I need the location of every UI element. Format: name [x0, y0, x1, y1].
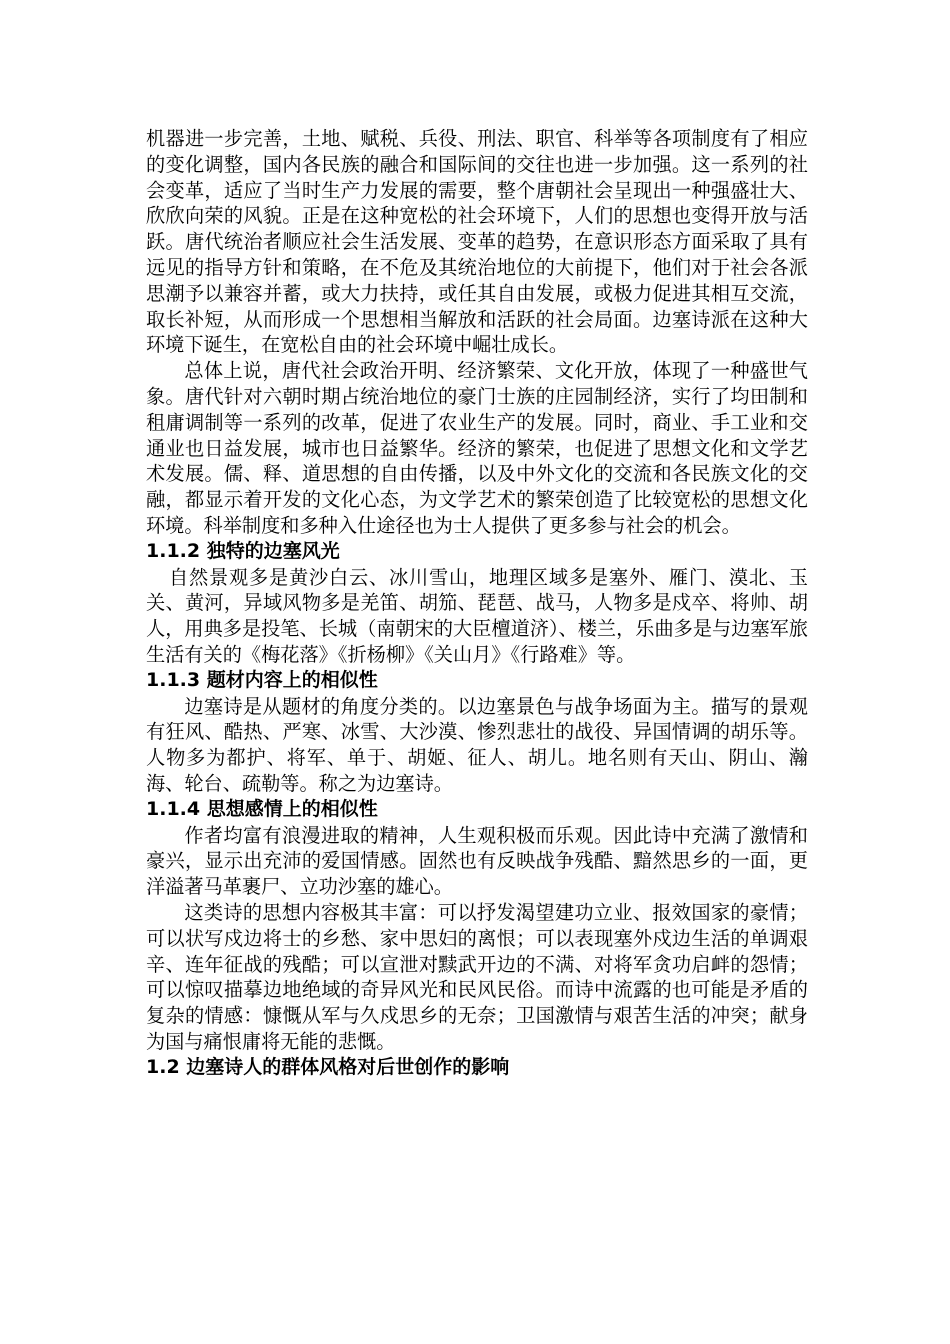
section-heading-frontier-scenery: 1.1.2 独特的边塞风光 — [146, 539, 340, 562]
section-heading-emotion-similarity: 1.1.4 思想感情上的相似性 — [146, 797, 378, 820]
paragraph-social-environment: 机器进一步完善，土地、赋税、兵役、刑法、职官、科举等各项制度有了相应的变化调整，国内各民族的融合和国际间的交往也进一步加强。这一系列的社会变革，适应了当时生产力发展的需要，整个唐朝社会呈现出一种强盛壮大、欣欣向荣的风貌。正是在这种宽松的社会环境下，人们的思想也变得开放与活跃。唐代统治者顺应社会生活发展、变革的趋势，在意识形态方面采取了具有远见的指导方针和策略，在不危及其统治地位的大前提下，他们对于社会各派思潮予以兼容并蓄，或大力扶持，或任其自由发展，或极力促进其相互交流，取长补短，从而形成一个思想相当解放和活跃的社会局面。边塞诗派在这种大环境下诞生，在宽松自由的社会环境中崛壮成长。 — [146, 127, 808, 357]
paragraph-emotion-similarity: 作者均富有浪漫进取的精神，人生观积极而乐观。因此诗中充满了激情和豪兴，显示出充沛的爱国情感。固然也有反映战争残酷、黯然思乡的一面，更洋溢著马革裹尸、立功沙塞的雄心。 — [146, 823, 808, 899]
section-heading-theme-similarity: 1.1.3 题材内容上的相似性 — [146, 668, 378, 691]
paragraph-tang-overview: 总体上说，唐代社会政治开明、经济繁荣、文化开放，体现了一种盛世气象。唐代针对六朝时期占统治地位的豪门士族的庄园制经济，实行了均田制和租庸调制等一系列的改革，促进了农业生产的发展。同时，商业、手工业和交通业也日益发展，城市也日益繁华。经济的繁荣，也促进了思想文化和文学艺术发展。儒、释、道思想的自由传播，以及中外文化的交流和各民族文化的交融，都显示着开发的文化心态，为文学艺术的繁荣创造了比较宽松的思想文化环境。科举制度和多种入仕途径也为士人提供了更多参与社会的机会。 — [146, 359, 808, 537]
paragraph-frontier-scenery: 自然景观多是黄沙白云、冰川雪山，地理区域多是塞外、雁门、漠北、玉关、黄河，异域风物多是羌笛、胡笳、琵琶、战马，人物多是戍卒、将帅、胡人，用典多是投笔、长城（南朝宋的大臣檀道济）、楼兰，乐曲多是与边塞军旅生活有关的《梅花落》《折杨柳》《关山月》《行路难》等。 — [146, 565, 808, 666]
paragraph-thought-content: 这类诗的思想内容极其丰富：可以抒发渴望建功立业、报效国家的豪情；可以状写戍边将士的乡愁、家中思妇的离恨；可以表现塞外戍边生活的单调艰辛、连年征战的残酷；可以宣泄对黩武开边的不满、对将军贪功启衅的怨情；可以惊叹描摹边地绝域的奇异风光和民风民俗。而诗中流露的也可能是矛盾的复杂的情感：慷慨从军与久戍思乡的无奈；卫国激情与艰苦生活的冲突；献身为国与痛恨庸将无能的悲慨。 — [146, 900, 808, 1053]
document-page — [146, 126, 808, 1080]
paragraph-theme-similarity: 边塞诗是从题材的角度分类的。以边塞景色与战争场面为主。描写的景观有狂风、酷热、严寒、冰雪、大沙漠、惨烈悲壮的战役、异国情调的胡乐等。人物多为都护、将军、单于、胡姬、征人、胡儿。地名则有天山、阴山、瀚海、轮台、疏勒等。称之为边塞诗。 — [146, 694, 808, 795]
section-heading-group-style-influence: 1.2 边塞诗人的群体风格对后世创作的影响 — [146, 1055, 510, 1078]
